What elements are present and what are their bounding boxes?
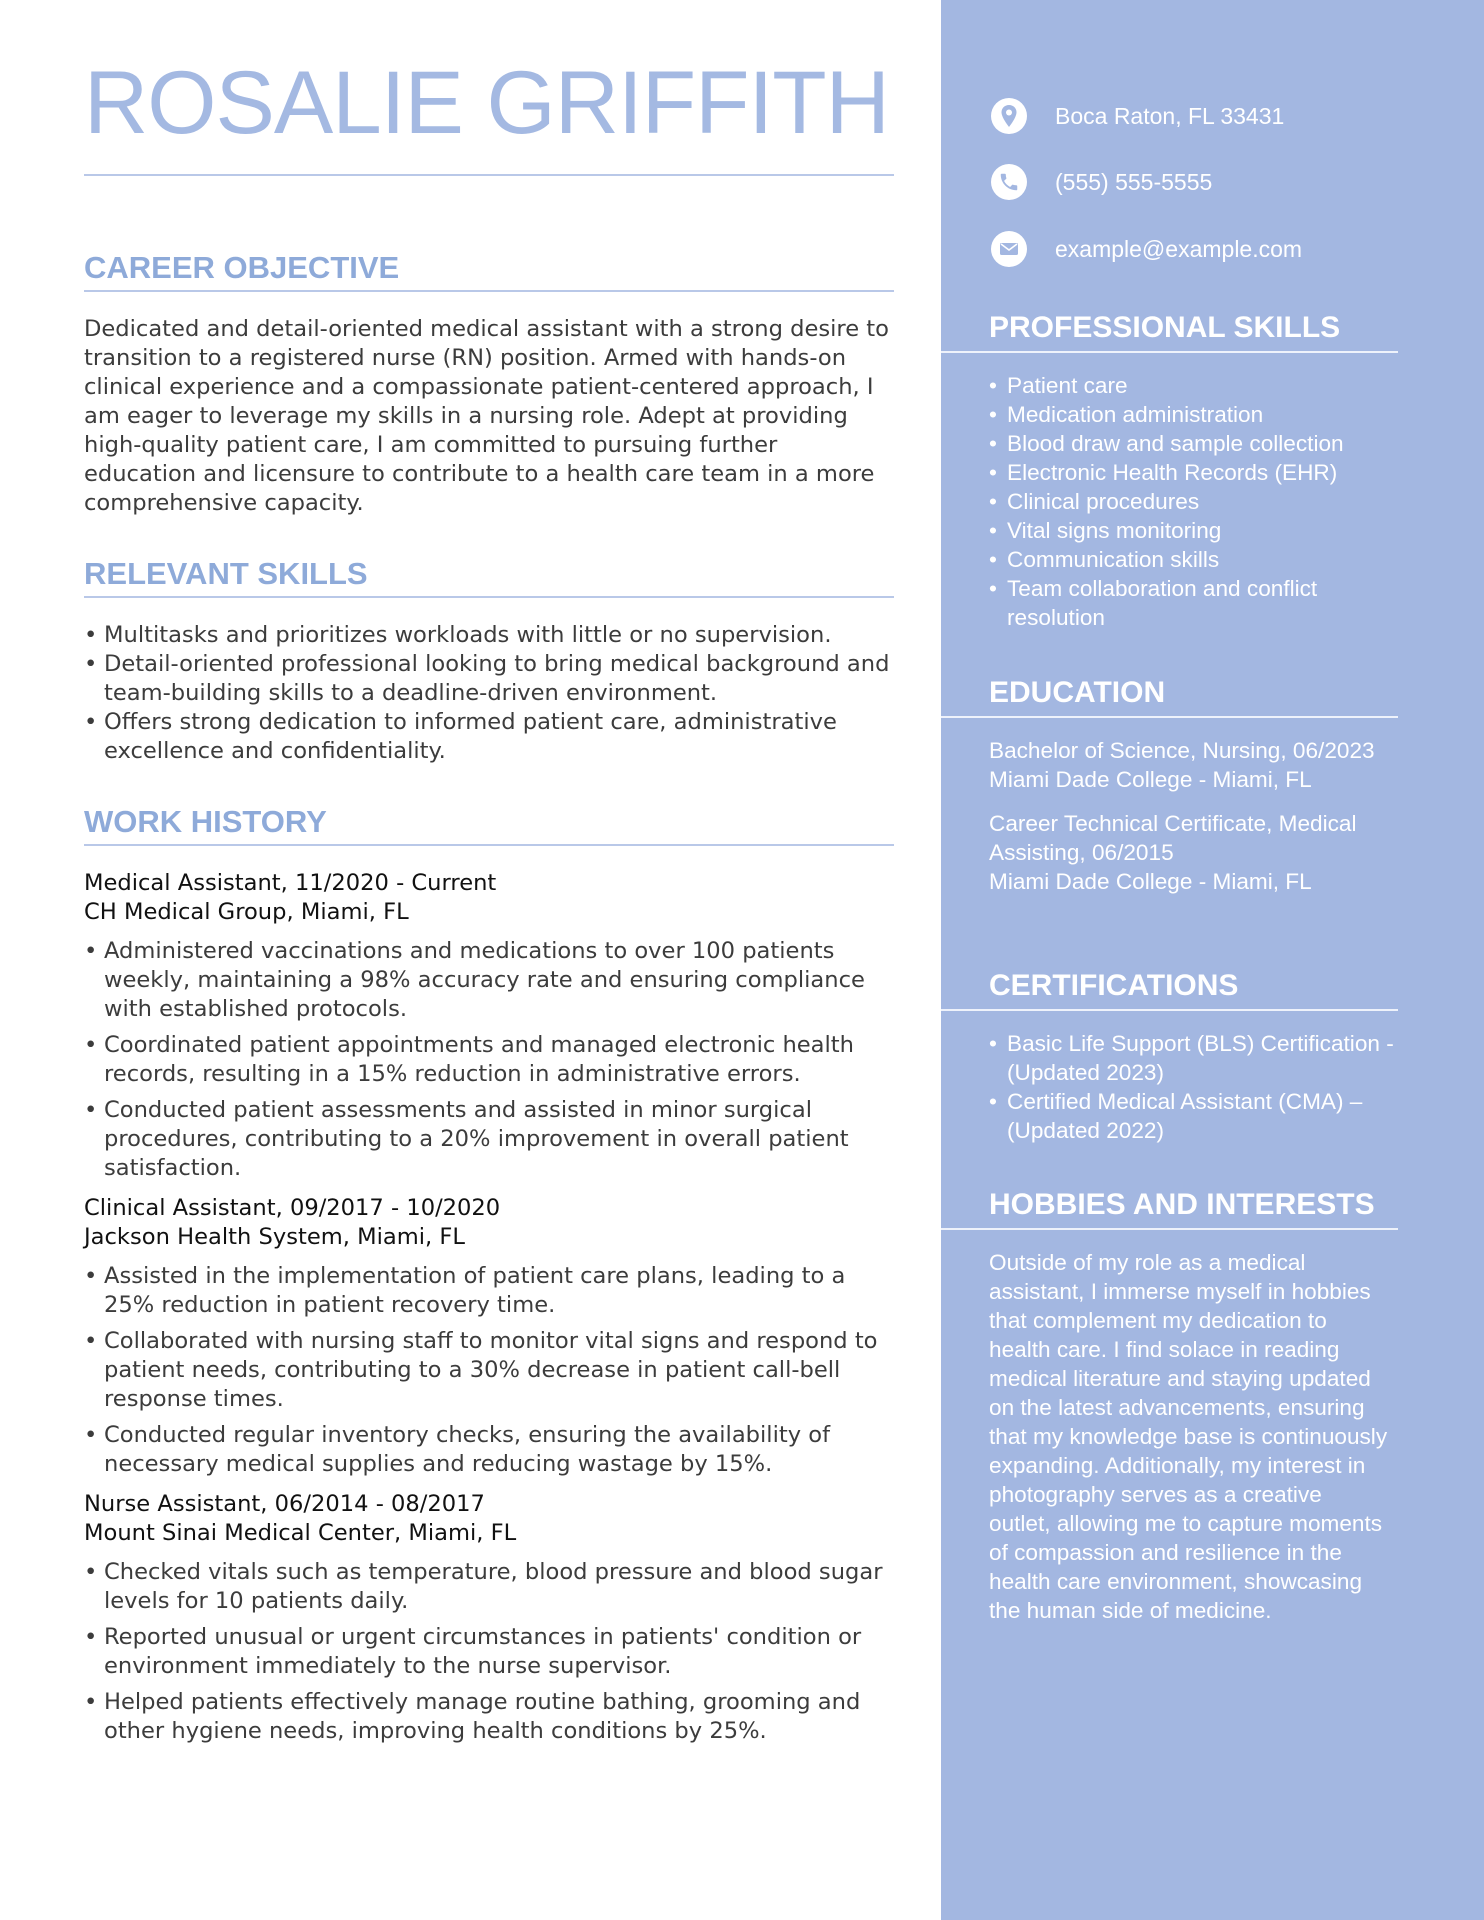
- phone-icon: [991, 164, 1027, 200]
- list-item: • Conducted regular inventory checks, ensuring the availability of necessary medical supplies and reducing wastage by 15%.: [84, 1421, 894, 1479]
- list-item: • Assisted in the implementation of patient care plans, leading to a 25% reduction in patient recovery time.: [84, 1262, 894, 1320]
- degree: Career Technical Certificate, Medical Assisting, 06/2015: [989, 811, 1357, 865]
- section-title: RELEVANT SKILLS: [84, 558, 894, 598]
- list-item: • Vital signs monitoring: [989, 516, 1398, 545]
- list-item: • Medication administration: [989, 400, 1398, 429]
- name-divider: [84, 174, 894, 176]
- job-entry: [84, 1194, 894, 1479]
- job-company: CH Medical Group, Miami, FL: [84, 899, 409, 925]
- objective-text: Dedicated and detail-oriented medical assistant with a strong desire to transition to a registered nurse (RN) position. Armed with hands-on clinical experience and a compassionate patient-centered approach, I am eager to leverage my skills in a nursing role. Adept at providing high-quality patient care, I am committed to pursuing further education and licensure to contribute to a health care team in a more comprehensive capacity.: [84, 316, 889, 516]
- education-section: [941, 678, 1398, 911]
- list-item: • Communication skills: [989, 545, 1398, 574]
- career-objective-section: [84, 252, 894, 518]
- section-title: HOBBIES AND INTERESTS: [941, 1190, 1398, 1230]
- list-item: • Offers strong dedication to informed patient care, administrative excellence and confidentiality.: [84, 708, 894, 766]
- school: Miami Dade College - Miami, FL: [989, 869, 1312, 894]
- list-item: • Administered vaccinations and medications to over 100 patients weekly, maintaining a 98% accuracy rate and ensuring compliance with established protocols.: [84, 937, 894, 1024]
- list-item: • Helped patients effectively manage routine bathing, grooming and other hygiene needs, improving health conditions by 25%.: [84, 1688, 894, 1746]
- list-item: • Checked vitals such as temperature, blood pressure and blood sugar levels for 10 patients daily.: [84, 1558, 894, 1616]
- job-bullets: [84, 937, 894, 1183]
- address-text: Boca Raton, FL 33431: [1055, 102, 1285, 129]
- candidate-name: ROSALIE GRIFFITH: [84, 52, 889, 152]
- job-company: Jackson Health System, Miami, FL: [84, 1224, 465, 1250]
- list-item: • Clinical procedures: [989, 487, 1398, 516]
- job-bullets: [84, 1262, 894, 1479]
- job-entry: [84, 869, 894, 1183]
- list-item: • Electronic Health Records (EHR): [989, 458, 1398, 487]
- section-title: CAREER OBJECTIVE: [84, 252, 894, 292]
- email-link[interactable]: example@example.com: [1055, 235, 1303, 262]
- section-title: EDUCATION: [941, 678, 1398, 718]
- list-item: • Multitasks and prioritizes workloads with little or no supervision.: [84, 621, 894, 650]
- location-pin-icon: [991, 98, 1027, 134]
- job-title: Nurse Assistant, 06/2014 - 08/2017: [84, 1491, 485, 1517]
- list-item: • Blood draw and sample collection: [989, 429, 1398, 458]
- school: Miami Dade College - Miami, FL: [989, 767, 1312, 792]
- job-company: Mount Sinai Medical Center, Miami, FL: [84, 1520, 517, 1546]
- job-title: Clinical Assistant, 09/2017 - 10/2020: [84, 1195, 501, 1221]
- list-item: • Coordinated patient appointments and managed electronic health records, resulting in a 15% reduction in administrative errors.: [84, 1031, 894, 1089]
- list-item: • Reported unusual or urgent circumstances in patients' condition or environment immediately to the nurse supervisor.: [84, 1623, 894, 1681]
- section-title: CERTIFICATIONS: [941, 971, 1398, 1011]
- education-entry: [989, 736, 1398, 794]
- section-title: PROFESSIONAL SKILLS: [941, 313, 1398, 353]
- list-item: • Patient care: [989, 371, 1398, 400]
- education-list: [989, 736, 1398, 896]
- certifications-list: [989, 1029, 1398, 1145]
- list-item: • Conducted patient assessments and assisted in minor surgical procedures, contributing to a 20% improvement in overall patient satisfaction.: [84, 1096, 894, 1183]
- section-title: WORK HISTORY: [84, 806, 894, 846]
- relevant-skills-list: [84, 621, 894, 766]
- phone-text: (555) 555-5555: [1055, 168, 1213, 195]
- hobbies-section: [941, 1190, 1398, 1625]
- certifications-section: [941, 971, 1398, 1145]
- job-entry: [84, 1490, 894, 1746]
- professional-skills-list: [989, 371, 1398, 632]
- list-item: • Certified Medical Assistant (CMA) – (Updated 2022): [989, 1087, 1398, 1145]
- sidebar: [941, 0, 1484, 1920]
- education-entry: [989, 809, 1398, 896]
- list-item: • Collaborated with nursing staff to monitor vital signs and respond to patient needs, contributing to a 30% decrease in patient call-bell response times.: [84, 1327, 894, 1414]
- list-item: • Detail-oriented professional looking to bring medical background and team-building skills to a deadline-driven environment.: [84, 650, 894, 708]
- contact-email: [991, 229, 1302, 269]
- list-item: • Team collaboration and conflict resolution: [989, 574, 1398, 632]
- professional-skills-section: [941, 313, 1398, 632]
- envelope-icon: [991, 231, 1027, 267]
- work-history-section: [84, 806, 894, 1757]
- contact-phone: [991, 162, 1212, 202]
- job-title: Medical Assistant, 11/2020 - Current: [84, 870, 497, 896]
- degree: Bachelor of Science, Nursing, 06/2023: [989, 738, 1375, 763]
- list-item: • Basic Life Support (BLS) Certification - (Updated 2023): [989, 1029, 1398, 1087]
- hobbies-text: Outside of my role as a medical assistant, I immerse myself in hobbies that complement my dedication to health care. I find solace in reading medical literature and staying updated on the latest advancements, ensuring that my knowledge base is continuously expanding. Additionally, my interest in photography serves as a creative outlet, allowing me to capture moments of compassion and resilience in the health care environment, showcasing the human side of medicine.: [989, 1250, 1388, 1623]
- job-bullets: [84, 1558, 894, 1746]
- contact-address: [991, 96, 1284, 136]
- relevant-skills-section: [84, 558, 894, 766]
